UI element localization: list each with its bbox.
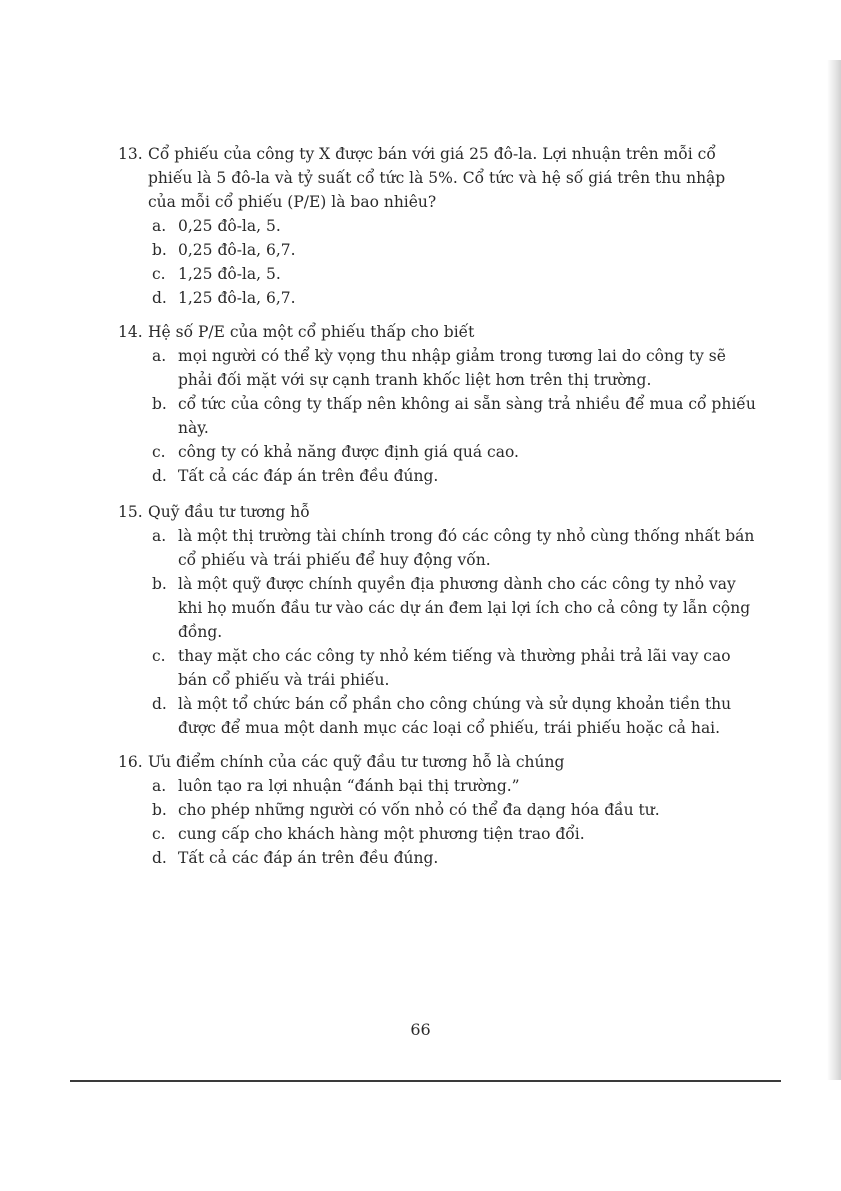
answer-options — [148, 344, 758, 488]
option-text: 1,25 đô-la, 6,7. — [178, 289, 296, 307]
answer-option-c — [152, 440, 758, 464]
answer-option-d — [152, 464, 758, 488]
option-letter: a. — [152, 777, 167, 795]
answer-option-d — [152, 692, 758, 740]
option-letter: b. — [152, 801, 167, 819]
option-letter: c. — [152, 265, 166, 283]
option-text: Tất cả các đáp án trên đều đúng. — [178, 849, 439, 867]
option-letter: a. — [152, 347, 167, 365]
page-edge-shadow — [827, 60, 841, 1080]
option-letter: d. — [152, 695, 167, 713]
option-text: cổ tức của công ty thấp nên không ai sẵn sàng trả nhiều để mua cổ phiếu này. — [178, 395, 756, 437]
option-letter: a. — [152, 527, 167, 545]
option-text: 0,25 đô-la, 5. — [178, 217, 281, 235]
page-bottom-rule — [70, 1080, 781, 1082]
question-number: 16. — [118, 753, 143, 771]
question-16 — [118, 750, 758, 870]
answer-option-d — [152, 846, 758, 870]
answer-option-b — [152, 798, 758, 822]
question-15 — [118, 500, 758, 740]
question-list — [118, 142, 758, 870]
question-number: 14. — [118, 323, 143, 341]
answer-option-c — [152, 822, 758, 846]
answer-option-c — [152, 644, 758, 692]
answer-option-a — [152, 344, 758, 392]
answer-options — [148, 774, 758, 870]
option-letter: c. — [152, 443, 166, 461]
question-text: Hệ số P/E của một cổ phiếu thấp cho biết — [148, 323, 475, 341]
option-letter: b. — [152, 241, 167, 259]
answer-option-a — [152, 214, 758, 238]
answer-option-b — [152, 238, 758, 262]
question-number: 15. — [118, 503, 143, 521]
option-letter: d. — [152, 849, 167, 867]
option-letter: b. — [152, 575, 167, 593]
option-text: cung cấp cho khách hàng một phương tiện trao đổi. — [178, 825, 585, 843]
option-text: là một thị trường tài chính trong đó các công ty nhỏ cùng thống nhất bán cổ phiếu và trái phiếu để huy động vốn. — [178, 527, 755, 569]
answer-option-a — [152, 524, 758, 572]
option-text: cho phép những người có vốn nhỏ có thể đa dạng hóa đầu tư. — [178, 801, 660, 819]
option-text: là một quỹ được chính quyền địa phương dành cho các công ty nhỏ vay khi họ muốn đầu tư vào các dự án đem lại lợi ích cho cả công ty lẫn cộng đồng. — [178, 575, 751, 641]
question-number: 13. — [118, 145, 143, 163]
answer-option-c — [152, 262, 758, 286]
answer-options — [148, 524, 758, 740]
question-text: Cổ phiếu của công ty X được bán với giá 25 đô-la. Lợi nhuận trên mỗi cổ phiếu là 5 đô-la và tỷ suất cổ tức là 5%. Cổ tức và hệ số giá trên thu nhập của mỗi cổ phiếu (P/E) là bao nhiêu? — [148, 145, 726, 211]
option-text: là một tổ chức bán cổ phần cho công chúng và sử dụng khoản tiền thu được để mua một danh mục các loại cổ phiếu, trái phiếu hoặc cả hai. — [178, 695, 732, 737]
option-text: 0,25 đô-la, 6,7. — [178, 241, 296, 259]
option-letter: a. — [152, 217, 167, 235]
option-letter: c. — [152, 647, 166, 665]
page-number: 66 — [410, 1020, 431, 1039]
answer-option-b — [152, 572, 758, 644]
answer-option-a — [152, 774, 758, 798]
option-text: 1,25 đô-la, 5. — [178, 265, 281, 283]
answer-option-d — [152, 286, 758, 310]
answer-options — [148, 214, 758, 310]
option-text: công ty có khả năng được định giá quá cao. — [178, 443, 519, 461]
question-13 — [118, 142, 758, 310]
question-text: Ưu điểm chính của các quỹ đầu tư tương hỗ là chúng — [148, 753, 565, 771]
option-letter: d. — [152, 289, 167, 307]
option-letter: c. — [152, 825, 166, 843]
option-text: thay mặt cho các công ty nhỏ kém tiếng và thường phải trả lãi vay cao bán cổ phiếu và trái phiếu. — [178, 647, 731, 689]
option-letter: d. — [152, 467, 167, 485]
option-text: mọi người có thể kỳ vọng thu nhập giảm trong tương lai do công ty sẽ phải đối mặt với sự cạnh tranh khốc liệt hơn trên thị trường. — [178, 347, 726, 389]
question-text: Quỹ đầu tư tương hỗ — [148, 503, 310, 521]
option-text: luôn tạo ra lợi nhuận “đánh bại thị trường.” — [178, 777, 520, 795]
option-letter: b. — [152, 395, 167, 413]
question-14 — [118, 320, 758, 488]
option-text: Tất cả các đáp án trên đều đúng. — [178, 467, 439, 485]
answer-option-b — [152, 392, 758, 440]
